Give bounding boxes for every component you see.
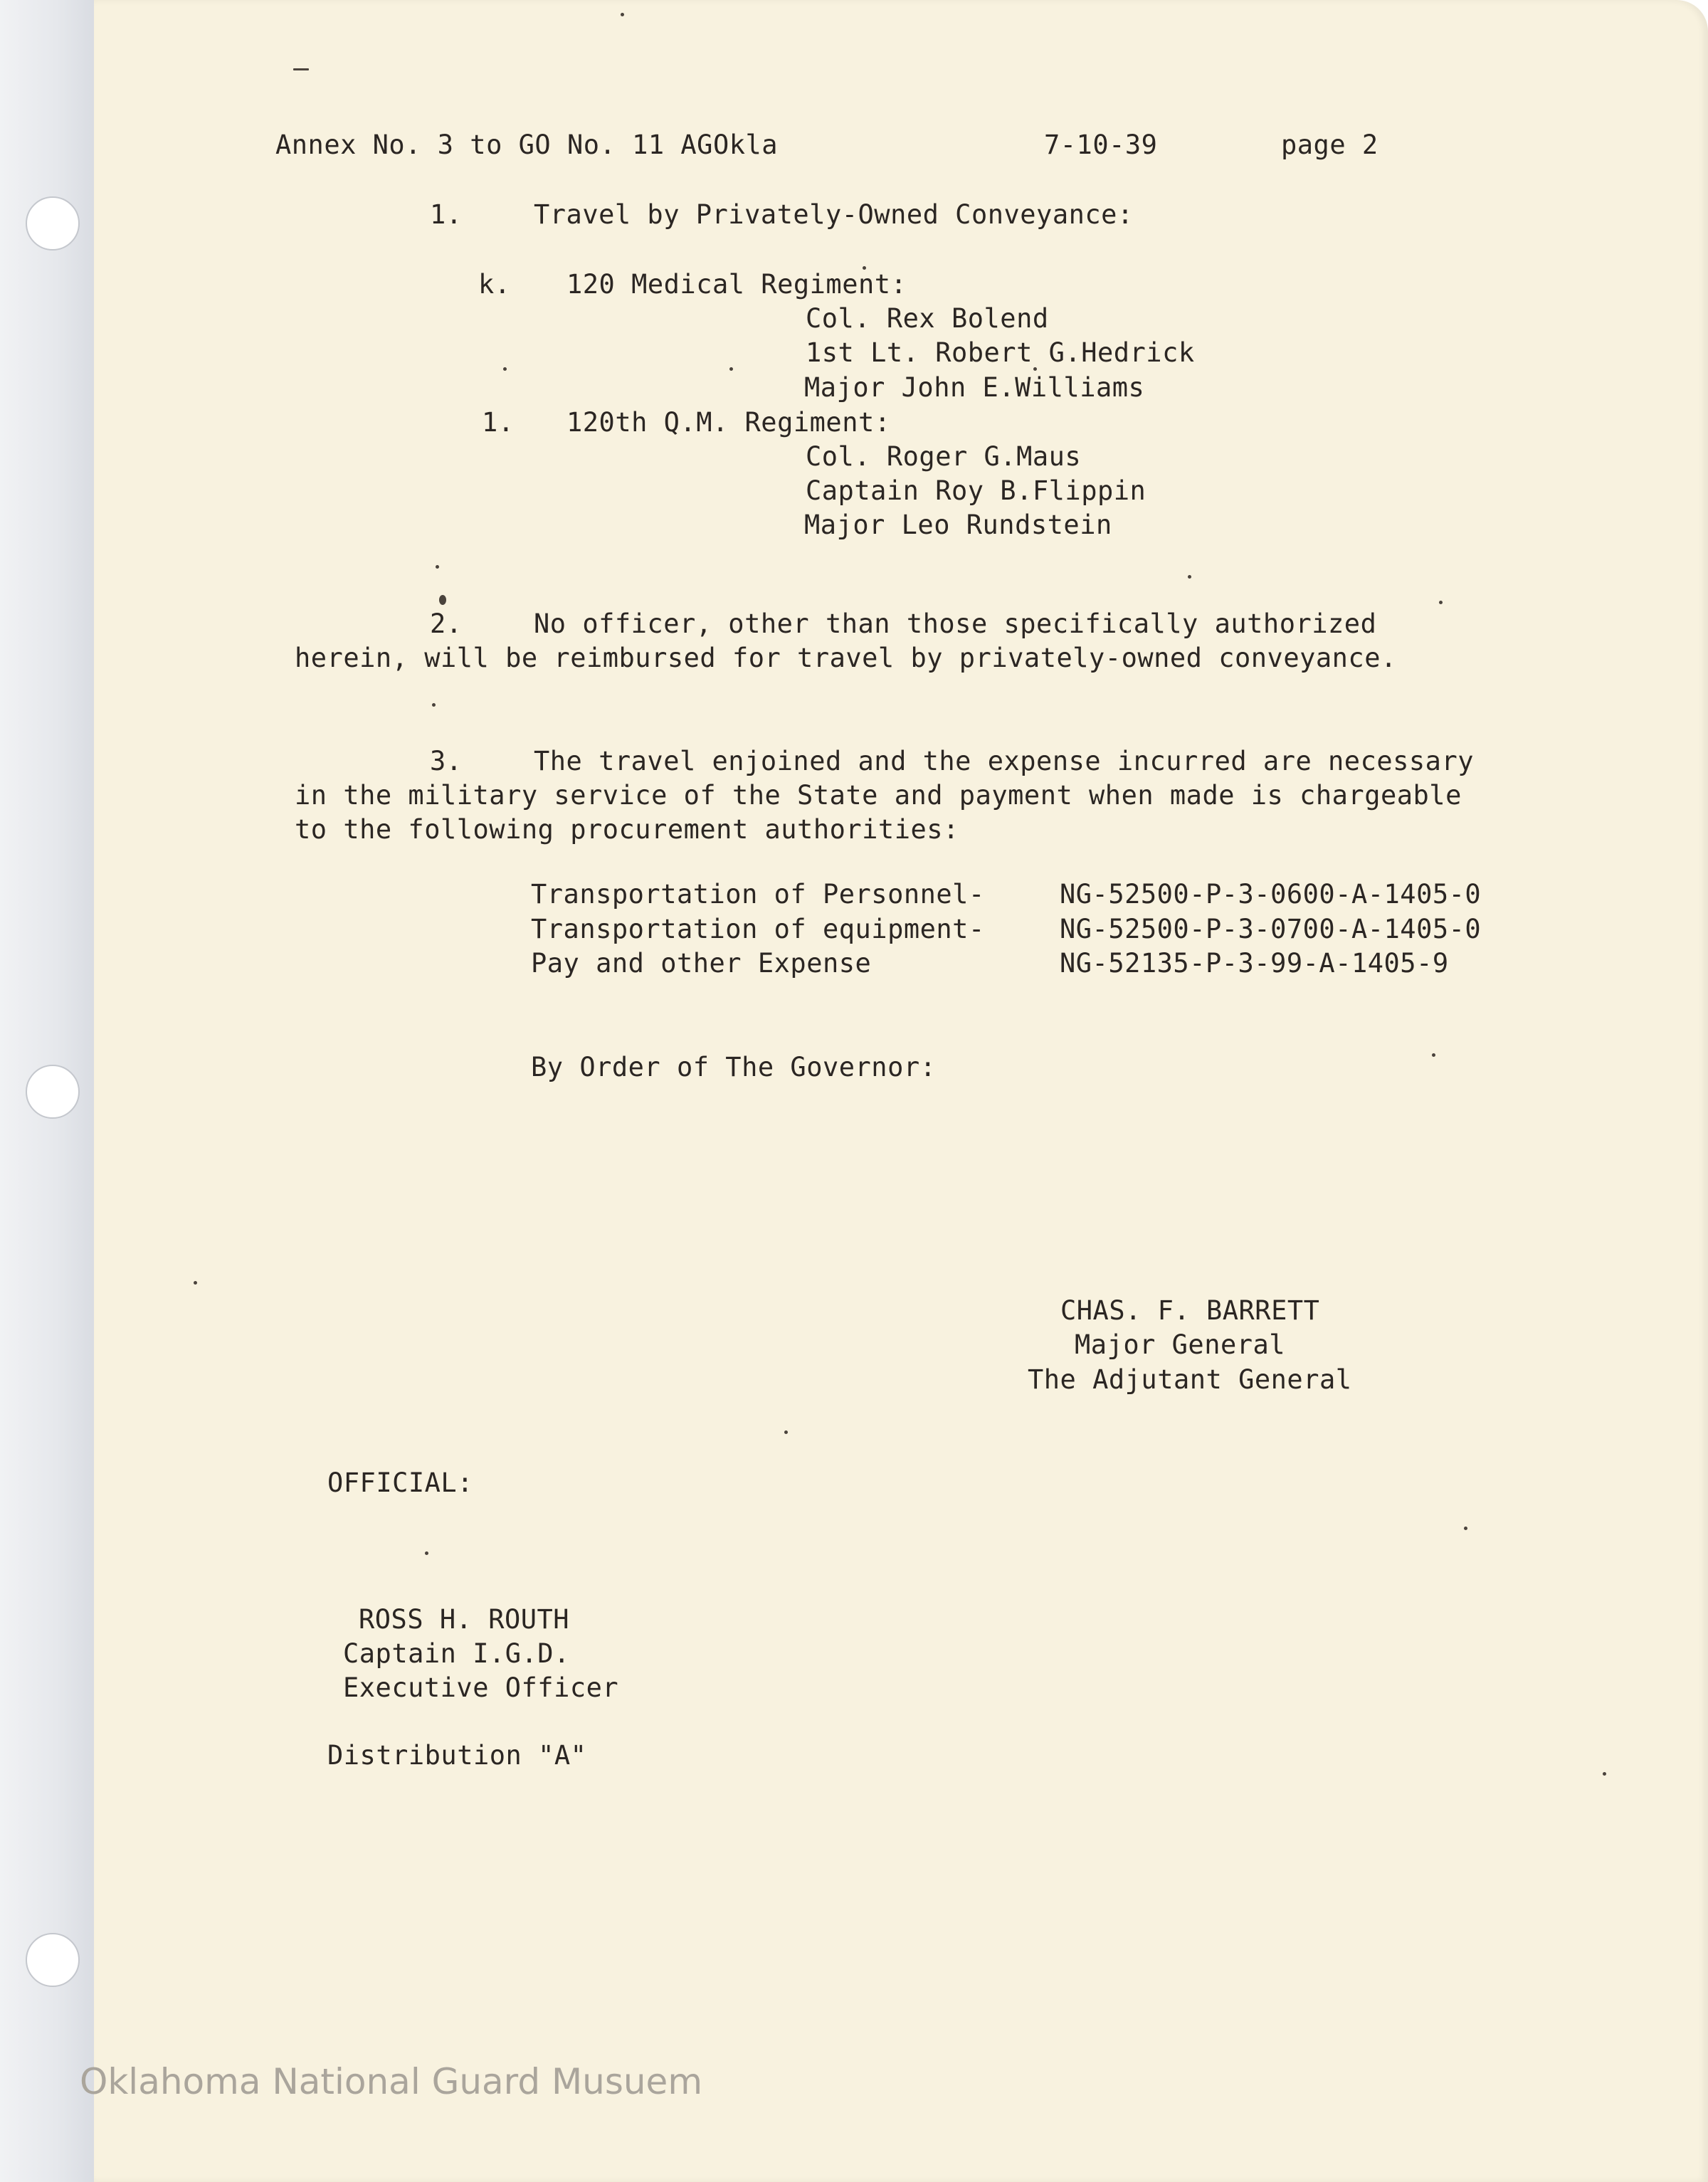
- official-label: OFFICIAL:: [327, 1467, 473, 1498]
- annex-reference: Annex No. 3 to GO No. 11 AGOkla: [275, 130, 779, 160]
- section-3-line: to the following procurement authorities:: [295, 814, 959, 845]
- officer-list-item: 1st Lt. Robert G.Hedrick: [806, 337, 1195, 368]
- distribution-line: Distribution "A": [327, 1740, 587, 1771]
- officer-list-item: Col. Roger G.Maus: [806, 441, 1082, 472]
- section-3-line: The travel enjoined and the expense incurred are necessary: [534, 746, 1475, 776]
- subsection-k-letter: k.: [478, 269, 511, 300]
- section-2-number: 2.: [430, 608, 463, 639]
- authority-code: NG-52500-P-3-0700-A-1405-0: [1060, 914, 1482, 944]
- subsection-k-unit: 120 Medical Regiment:: [566, 269, 907, 300]
- document-date: 7-10-39: [1044, 130, 1158, 160]
- officer-list-item: Major Leo Rundstein: [804, 510, 1112, 540]
- document-page: [94, 0, 1708, 2182]
- section-3-number: 3.: [430, 746, 463, 776]
- page-number: page 2: [1281, 130, 1378, 160]
- official-rank: Captain I.G.D.: [343, 1638, 570, 1669]
- signatory-rank: Major General: [1075, 1329, 1286, 1360]
- signatory-name: CHAS. F. BARRETT: [1060, 1295, 1320, 1326]
- subsection-l-unit: 120th Q.M. Regiment:: [566, 407, 891, 438]
- authority-code: NG-52500-P-3-0600-A-1405-0: [1060, 879, 1482, 910]
- section-2-line: No officer, other than those specifically authorized: [534, 608, 1377, 639]
- official-title: Executive Officer: [343, 1672, 619, 1703]
- order-line: By Order of The Governor:: [531, 1052, 937, 1082]
- binder-strip: [0, 0, 95, 2182]
- section-1-number: 1.: [430, 199, 463, 230]
- authority-label: Transportation of equipment-: [531, 914, 985, 944]
- officer-list-item: Captain Roy B.Flippin: [806, 475, 1146, 506]
- official-name: ROSS H. ROUTH: [359, 1604, 570, 1635]
- section-2-line: herein, will be reimbursed for travel by privately-owned conveyance.: [295, 643, 1397, 673]
- punch-hole-middle: [26, 1065, 80, 1119]
- authority-label: Pay and other Expense: [531, 948, 872, 979]
- signatory-title: The Adjutant General: [1028, 1364, 1352, 1395]
- punch-hole-top: [26, 196, 80, 251]
- officer-list-item: Col. Rex Bolend: [806, 303, 1049, 334]
- museum-watermark: Oklahoma National Guard Musuem: [80, 2061, 703, 2102]
- officer-list-item: Major John E.Williams: [804, 372, 1145, 403]
- subsection-l-letter: 1.: [482, 407, 515, 438]
- section-1-title: Travel by Privately-Owned Conveyance:: [534, 199, 1134, 230]
- authority-code: NG-52135-P-3-99-A-1405-9: [1060, 948, 1449, 979]
- punch-hole-bottom: [26, 1933, 80, 1987]
- authority-label: Transportation of Personnel-: [531, 879, 985, 910]
- section-3-line: in the military service of the State and payment when made is chargeable: [295, 780, 1462, 811]
